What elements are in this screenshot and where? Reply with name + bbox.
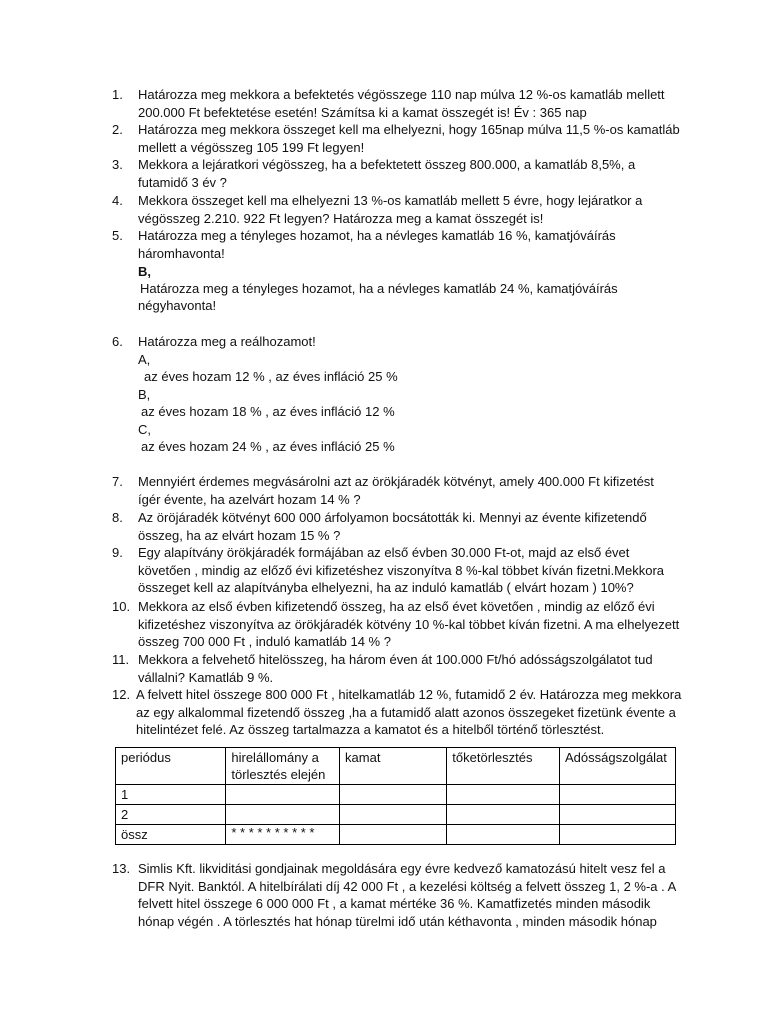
problem-text-line: Az öröjáradék kötvényt 600 000 árfolyamon bocsátották ki. Mennyi az évente kifizetendő: [138, 510, 647, 525]
problem-number: 5.: [112, 228, 123, 243]
problem-text-line: Simlis Kft. likviditási gondjainak megoldására egy évre kedvező kamatozású hitelt vesz fel a: [138, 861, 666, 876]
column-header: hirelállomány a törlesztés elején: [226, 748, 340, 785]
problem-text-line: A felvett hitel összege 800 000 Ft , hitelkamatláb 12 %, futamidő 2 év. Határozza meg mekkora: [136, 687, 682, 702]
table-cell: össz: [116, 825, 226, 845]
problem-text-line: követően , mindig az előző évi kifizetéshez viszonyítva 8 %-kal többet kíván fizetni.Mekkora: [138, 562, 665, 578]
problem-text-line: hitelintézet felé. Az összeg tartalmazza a kamatot és a hitelből történő törlesztést.: [136, 722, 605, 737]
table-row: [116, 805, 676, 825]
problem-text-line: Határozza meg a tényleges hozamot, ha a névleges kamatláb 24 %, kamatjóváírás: [140, 281, 618, 296]
column-header: kamat: [340, 748, 447, 785]
subproblem-label: B,: [138, 387, 151, 402]
problem-number: 9.: [112, 545, 123, 560]
problem-text-line: Határozza meg a tényleges hozamot, ha a névleges kamatláb 16 %, kamatjóváírás: [138, 228, 616, 243]
problem-number: 13.: [112, 861, 131, 876]
table-cell: [340, 805, 447, 825]
problem-number: 6.: [112, 334, 123, 349]
problem-text-line: Mekkora összeget kell ma elhelyezni 13 %-os kamatláb mellett 5 évre, hogy lejáratkor a: [138, 193, 643, 208]
table-cell: [447, 825, 560, 845]
subproblem-text: az éves hozam 24 % , az éves infláció 25 %: [141, 439, 395, 454]
column-header: periódus: [116, 748, 226, 785]
problem-text-line: az egy alkalommal fizetendő összeg ,ha a futamidő alatt azonos összegeket fizetünk évente a: [136, 704, 676, 720]
problem-text-line: összeget kell az alapítványba elhelyezni, ha az induló kamatláb ( elvárt hozam ) 10%?: [138, 580, 634, 595]
problem-text-line: Mekkora az első évben kifizetendő összeg, ha az első évet követően , mindig az előző évi: [138, 599, 655, 614]
problem-text-line: Egy alapítvány örökjáradék formájában az első évben 30.000 Ft-ot, majd az első évet: [138, 545, 630, 560]
problem-text-line: 200.000 Ft befektetése esetén! Számítsa ki a kamat összegét is! Év : 365 nap: [138, 104, 587, 120]
problem-number: 2.: [112, 122, 123, 137]
problem-number: 10.: [112, 599, 131, 614]
problem-text-line: összeg, ha az elvárt hozam 15 % ?: [138, 527, 341, 543]
problem-text-line: Mekkora a lejáratkori végösszeg, ha a befektetett összeg 800.000, a kamatláb 8,5%, a: [138, 157, 636, 172]
column-header: tőketörlesztés: [447, 748, 560, 785]
table-row: [116, 825, 676, 845]
problem-text-line: Mennyiért érdemes megvásárolni azt az örökjáradék kötvényt, amely 400.000 Ft kifizetést: [138, 474, 654, 489]
problem-text-line: hónap végén . A törlesztés hat hónap türelmi idő után kéthavonta , minden második hónap: [138, 913, 657, 929]
table-cell: [226, 785, 340, 805]
table-cell: 2: [116, 805, 226, 825]
problem-number: 12.: [112, 687, 131, 702]
table-cell: * * * * * * * * * *: [226, 825, 340, 845]
problem-number: 7.: [112, 474, 123, 489]
column-header: Adósságszolgálat: [560, 748, 676, 785]
table-cell: [560, 825, 676, 845]
problem-number: 11.: [112, 652, 130, 667]
amortization-table: [115, 747, 676, 845]
subproblem-text: az éves hozam 18 % , az éves infláció 12 %: [141, 404, 395, 419]
problem-number: 3.: [112, 157, 123, 172]
subproblem-text: az éves hozam 12 % , az éves infláció 25 %: [144, 369, 398, 384]
table-cell: [340, 785, 447, 805]
table-cell: [340, 825, 447, 845]
problem-text-line: négyhavonta!: [138, 298, 217, 313]
problem-text-line: mellett a végösszeg 105 199 Ft legyen!: [138, 139, 365, 155]
subproblem-label: A,: [138, 352, 151, 367]
table-header-row: [116, 748, 676, 785]
problem-text-line: ígér évente, ha azelvárt hozam 14 % ?: [138, 491, 361, 507]
problem-number: 1.: [112, 87, 123, 102]
problem-text-line: összeg 700 000 Ft , induló kamatláb 14 % ?: [138, 634, 391, 649]
subproblem-label: C,: [138, 422, 151, 437]
problem-number: 4.: [112, 193, 123, 208]
problem-number: 8.: [112, 510, 123, 525]
problem-text-line: futamidő 3 év ?: [138, 174, 227, 190]
problem-text-line: kifizetéshez viszonyítva az örökjáradék kötvény 10 %-kal többet kíván fizetni. A ma elhelyezett: [138, 616, 680, 632]
table-cell: [447, 805, 560, 825]
table-row: [116, 785, 676, 805]
table-cell: [226, 805, 340, 825]
problem-text-line: DFR Nyit. Banktól. A hitelbírálati díj 42 000 Ft , a kezelési költség a felvett összeg 1, 2 %-a . A: [138, 878, 677, 894]
problem-text-line: Határozza meg a reálhozamot!: [138, 334, 316, 349]
problem-text-line: háromhavonta!: [138, 245, 225, 261]
problem-text-line: felvett hitel összege 6 000 000 Ft , a kamat mértéke 36 %. Kamatfizetés minden második: [138, 896, 651, 911]
table-cell: [560, 785, 676, 805]
problem-text-line: Mekkora a felvehető hitelösszeg, ha három éven át 100.000 Ft/hó adósságszolgálatot tud: [138, 652, 653, 667]
problem-text-line: Határozza meg mekkora a befektetés végösszege 110 nap múlva 12 %-os kamatláb mellett: [138, 87, 665, 102]
problem-text-line: Határozza meg mekkora összeget kell ma elhelyezni, hogy 165nap múlva 11,5 %-os kamatláb: [138, 122, 680, 137]
subproblem-label: B,: [138, 264, 151, 279]
table-cell: [447, 785, 560, 805]
problem-text-line: vállalni? Kamatláb 9 %.: [138, 669, 274, 685]
table-cell: [560, 805, 676, 825]
table-cell: 1: [116, 785, 226, 805]
problem-text-line: végösszeg 2.210. 922 Ft legyen? Határozza meg a kamat összegét is!: [138, 210, 544, 226]
